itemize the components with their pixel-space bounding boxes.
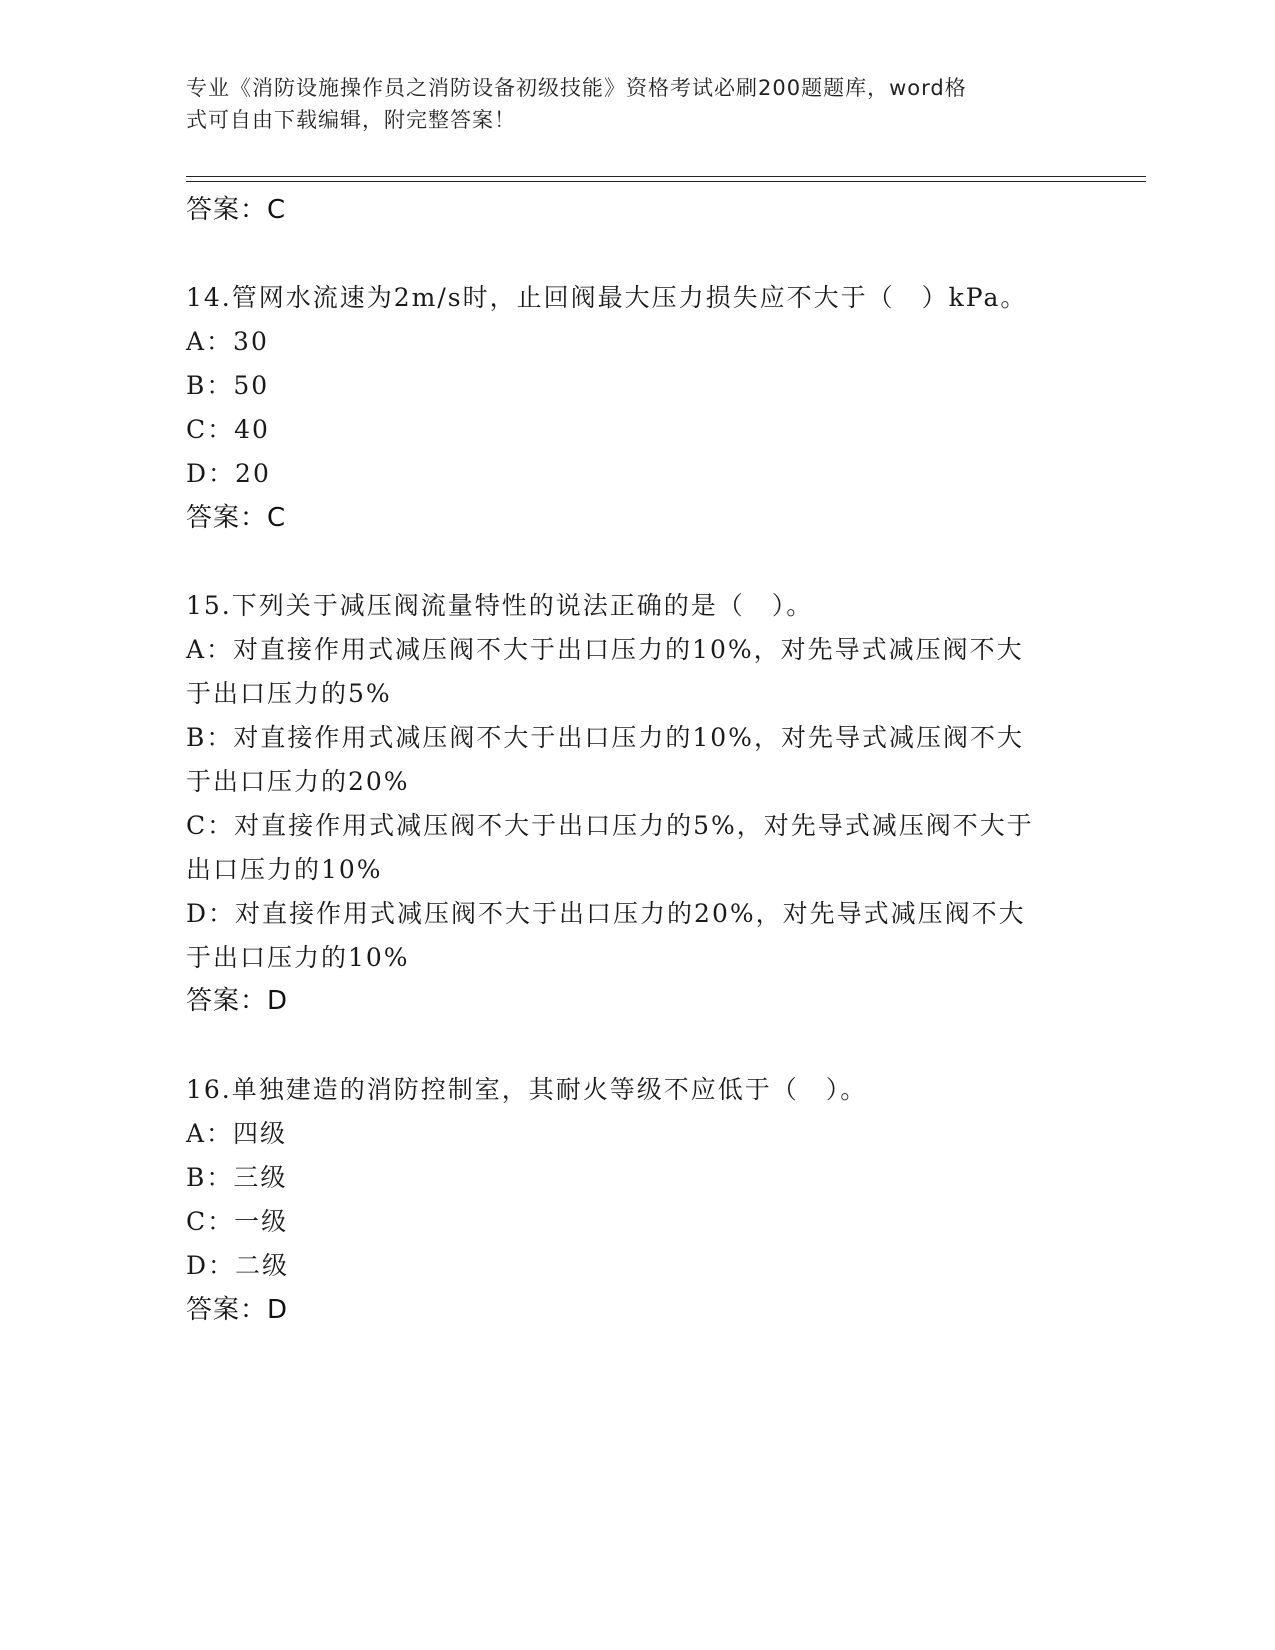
question-16-stem: 16.单独建造的消防控制室，其耐火等级不应低于（ ）。 — [186, 1075, 868, 1104]
document-header — [186, 72, 1066, 136]
question-15-option-a-line1: A：对直接作用式减压阀不大于出口压力的10%，对先导式减压阀不大 — [186, 635, 1024, 664]
question-15-option-b-line2: 于出口压力的20% — [186, 767, 410, 796]
question-14-option-b: B：50 — [186, 371, 270, 400]
question-14-option-c: C：40 — [186, 415, 270, 444]
question-14-answer: 答案：C — [186, 503, 287, 533]
header-divider-top — [186, 176, 1146, 177]
question-15-option-d-line2: 于出口压力的10% — [186, 943, 410, 972]
question-14-option-a: A：30 — [186, 327, 269, 356]
question-16-option-c: C：一级 — [186, 1207, 289, 1236]
previous-answer: 答案：C — [186, 195, 287, 225]
question-15-option-d-line1: D：对直接作用式减压阀不大于出口压力的20%，对先导式减压阀不大 — [186, 899, 1026, 928]
header-line-2: 式可自由下载编辑，附完整答案！ — [186, 108, 516, 132]
question-16-option-d: D：二级 — [186, 1251, 290, 1280]
header-line-1: 专业《消防设施操作员之消防设备初级技能》资格考试必刷200题题库，word格 — [186, 76, 967, 100]
question-15-option-c-line2: 出口压力的10% — [186, 855, 383, 884]
question-16-answer: 答案：D — [186, 1295, 289, 1325]
header-divider-bottom — [186, 181, 1146, 182]
question-15-option-a-line2: 于出口压力的5% — [186, 679, 392, 708]
question-14-option-d: D：20 — [186, 459, 271, 488]
question-15-option-c-line1: C：对直接作用式减压阀不大于出口压力的5%，对先导式减压阀不大于 — [186, 811, 1034, 840]
question-14-stem: 14.管网水流速为2m/s时，止回阀最大压力损失应不大于（ ）kPa。 — [186, 283, 1028, 312]
question-15-answer: 答案：D — [186, 986, 289, 1016]
question-15-stem: 15.下列关于减压阀流量特性的说法正确的是（ ）。 — [186, 591, 814, 620]
question-15-option-b-line1: B：对直接作用式减压阀不大于出口压力的10%，对先导式减压阀不大 — [186, 723, 1024, 752]
question-16-option-b: B：三级 — [186, 1163, 288, 1192]
question-16-option-a: A：四级 — [186, 1119, 288, 1148]
